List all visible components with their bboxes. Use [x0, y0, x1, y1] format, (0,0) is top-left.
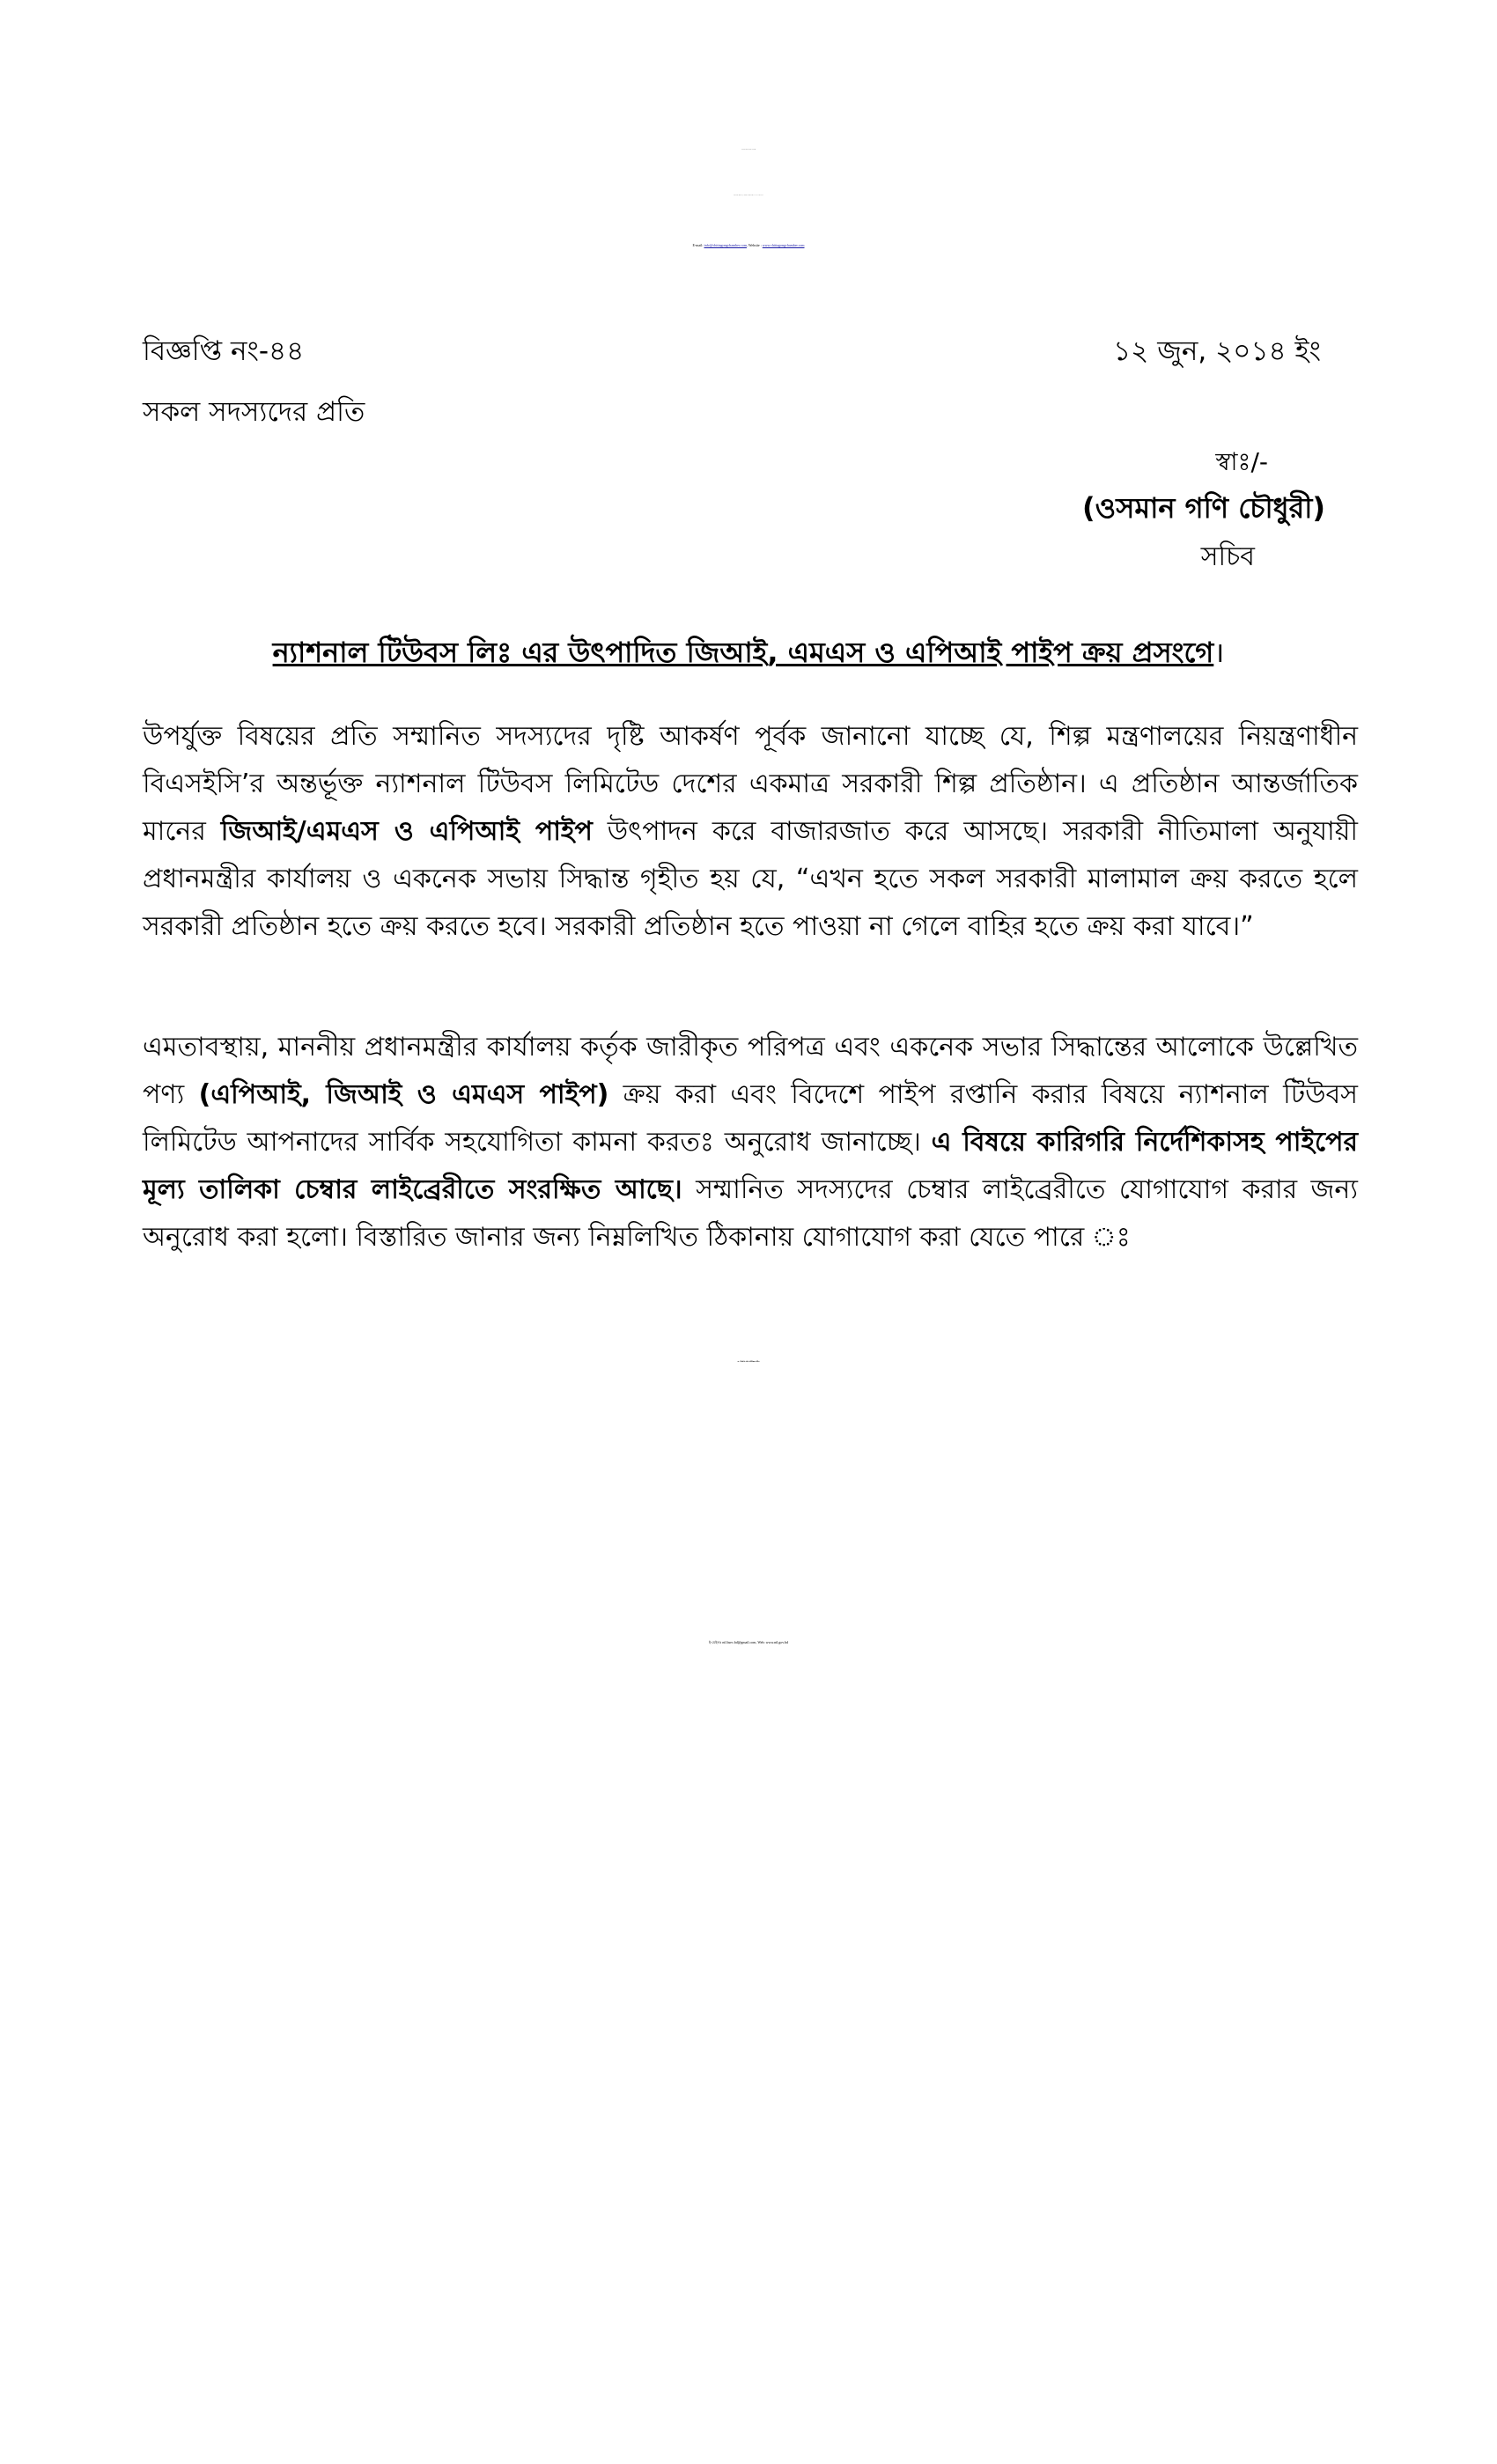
- p1-text-a: উপর্যুক্ত বিষয়ের প্রতি সম্মানিত সদস্যদের দৃষ্টি আকর্ষণ পূর্বক জানানো যাচ্ছে যে, শিল্প মন্ত্রণালয়ের নিয়ন্ত্রণাধীন বিএসইসি’র অন্তর্ভূক্ত ন্যাশনাল টিউবস লিমিটেড দেশের একমাত্র সরকারী শিল্প প্রতিষ্ঠান। এ প্রতিষ্ঠান আন্তর্জাতিক মানের: [143, 721, 1358, 847]
- email-label: E-mail:: [692, 243, 704, 247]
- contact-line: [0, 243, 1497, 247]
- p1-bold-products: জিআই/এমএস ও এপিআই পাইপ: [220, 816, 593, 847]
- p2-text-a: এমতাবস্থায়, মাননীয় প্রধানমন্ত্রীর কার্যালয় কর্তৃক জারীকৃত পরিপত্র এবং একনেক সভার সিদ্ধান্তের আলোকে উল্লেখিত পণ্য: [143, 1032, 1358, 1110]
- p2-bold-products: (এপিআই, জিআই ও এমএস পাইপ): [198, 1079, 609, 1110]
- p2-bold-library-note: এ বিষয়ে কারিগরি নির্দেশিকাসহ পাইপের মূল্য তালিকা চেম্বার লাইব্রেরীতে সংরক্ষিত আছে।: [143, 1127, 1358, 1205]
- email-link[interactable]: info@chittagongchamber.com: [704, 243, 747, 247]
- subject-line: [0, 630, 1497, 678]
- website-label: , Website :: [746, 243, 763, 247]
- website-link[interactable]: www.chittagongchamber.com: [762, 243, 805, 247]
- p2-text-c: সম্মানিত সদস্যদের চেম্বার লাইব্রেরীতে যোগাযোগ করার জন্য অনুরোধ করা হলো। বিস্তারিত জানার জন্য নিম্নলিখিত ঠিকানায় যোগাযোগ করা যেতে পারে ঃ: [143, 1174, 1358, 1253]
- p1-text-b: উৎপাদন করে বাজারজাত করে আসছে। সরকারী নীতিমালা অনুযায়ী প্রধানমন্ত্রীর কার্যালয় ও একনেক সভায় সিদ্ধান্ত গৃহীত হয় যে, “এখন হতে সকল সরকারী মালামাল ক্রয় করতে হলে সরকারী প্রতিষ্ঠান হতে ক্রয় করতে হবে। সরকারী প্রতিষ্ঠান হতে পাওয়া না গেলে বাহির হতে ক্রয় করা যাবে।”: [143, 816, 1359, 942]
- signatory-title: সচিব: [1200, 541, 1255, 572]
- body-paragraph-1: [143, 713, 1358, 951]
- subject-text: ন্যাশনাল টিউবস লিঃ এর উৎপাদিত জিআই, এমএস ও এপিআই পাইপ ক্রয় প্রসংগে: [272, 636, 1214, 669]
- subject-end: ।: [1213, 636, 1225, 669]
- p2-text-b: ক্রয় করা এবং বিদেশে পাইপ রপ্তানি করার বিষয়ে ন্যাশনাল টিউবস লিমিটেড আপনাদের সার্বিক সহযোগিতা কামনা করতঃ অনুরোধ জানাচ্ছে।: [143, 1079, 1358, 1158]
- org-name: দি চিটাগাং চেম্বার অব কমার্স এন্ড ইন্ডাষ্ট্রি: [741, 150, 756, 151]
- contact-name: ড. প্রকৌঃ মোঃ আমিরুল মমিন: [737, 1361, 760, 1363]
- notice-number: বিজ্ঞপ্তি নং-৪৪: [143, 335, 305, 367]
- body-paragraph-2: [143, 1024, 1358, 1261]
- signatory-name: (ওসমান গণি চৌধুরী): [1082, 491, 1325, 525]
- org-address: চেম্বার হাউস, আগ্রাবাদ বা/এ, চট্টগ্রাম।ফোনঃ পিএবিএক্স-৭১৩৩৬৬-৯ ফ্যাক্স-৭১০১৮৩: [733, 195, 763, 196]
- contact-email-web: ই-মেইলঃ ntl.bsec.bd@gmail.com, Web: www.ntl.gov.bd: [708, 1640, 789, 1644]
- notice-date: ১২ জুন, ২০১৪ ইং: [1113, 335, 1321, 367]
- recipient-line: সকল সদস্যদের প্রতি: [143, 396, 365, 428]
- signed-mark: স্বাঃ/-: [1215, 447, 1268, 476]
